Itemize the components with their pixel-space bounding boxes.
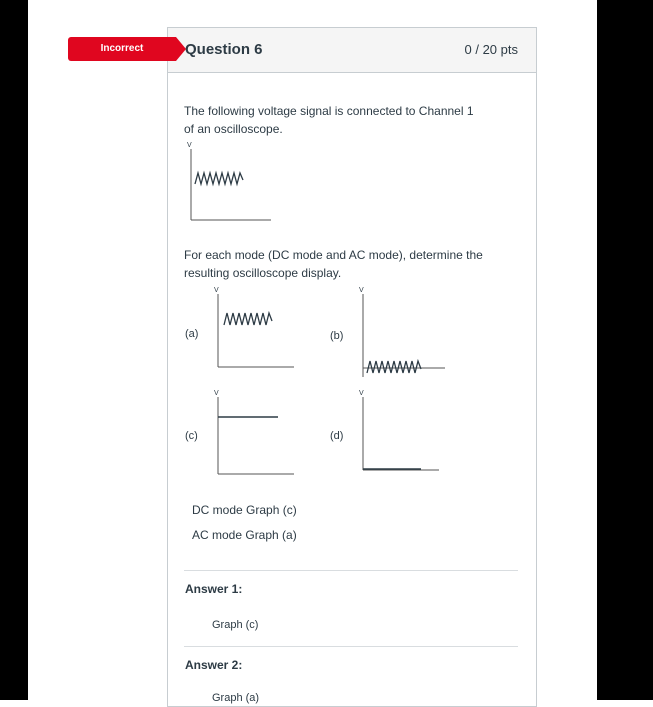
input-wave — [195, 173, 243, 184]
answer-1-label: Answer 1: — [185, 582, 243, 596]
option-label-a: (a) — [185, 328, 199, 340]
answer-2-label: Answer 2: — [185, 658, 243, 672]
svg-text:V: V — [359, 390, 364, 397]
svg-text:V: V — [214, 287, 219, 294]
answer-2-value: Graph (a) — [212, 692, 260, 704]
divider-1 — [184, 570, 518, 571]
graph-b — [355, 285, 450, 380]
input-signal-graph — [183, 140, 283, 230]
option-label-b: (b) — [330, 330, 344, 342]
svg-text:V: V — [359, 287, 364, 294]
answer-1-value: Graph (c) — [212, 619, 259, 631]
y-axis-label: V — [187, 142, 192, 149]
badge-arrow — [176, 37, 186, 61]
graph-d — [355, 388, 445, 483]
dc-mode-response: DC mode Graph (c) — [192, 503, 297, 517]
question-prompt-2: For each mode (DC mode and AC mode), determine the resulting oscilloscope display. — [184, 248, 483, 280]
svg-text:V: V — [214, 390, 219, 397]
ac-mode-response: AC mode Graph (a) — [192, 528, 297, 542]
option-label-d: (d) — [330, 430, 344, 442]
right-black-border — [597, 0, 653, 700]
question-title: Question 6 — [185, 41, 263, 58]
divider-2 — [184, 646, 518, 647]
wave-b — [367, 361, 421, 373]
incorrect-badge: Incorrect — [68, 37, 176, 61]
question-points: 0 / 20 pts — [464, 42, 518, 57]
question-prompt-1: The following voltage signal is connected to Channel 1 of an oscilloscope. — [184, 104, 474, 136]
wave-a — [224, 313, 272, 325]
graph-a — [210, 285, 300, 375]
question-header — [168, 28, 536, 73]
option-label-c: (c) — [185, 430, 198, 442]
left-black-border — [0, 0, 28, 700]
graph-c — [210, 388, 300, 483]
